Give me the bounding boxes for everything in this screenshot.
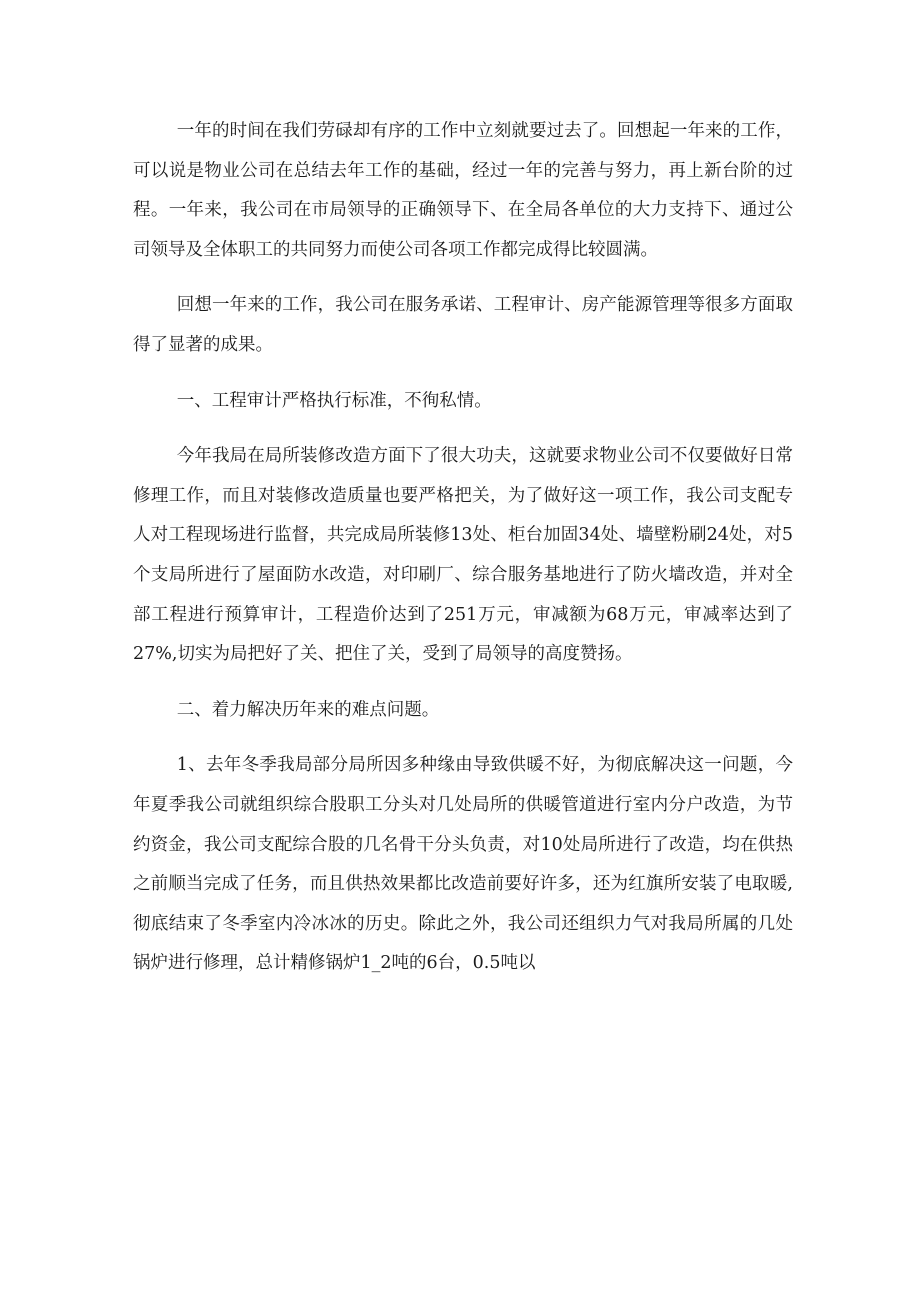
paragraph-heating: 1、去年冬季我局部分局所因多种缘由导致供暖不好，为彻底解决这一问题，今年夏季我公司就组织综合股职工分头对几处局所的供暖管道进行室内分户改造，为节约资金，我公司支配综合股的几名骨干分头负责，对10处局所进行了改造，均在供热之前顺当完成了任务，而且供热效果都比改造前要好许多，还为红旗所安装了电取暖,彻底结束了冬季室内冷冰冰的历史。除此之外，我公司还组织力气对我局所属的几处锅炉进行修理，总计精修锅炉1_2吨的6台，0.5吨以 (133, 755, 793, 974)
section-heading-2: 二、着力解决历年来的难点问题。 (176, 699, 440, 720)
document-body (133, 112, 793, 1000)
section-heading-1: 一、工程审计严格执行标准，不徇私情。 (176, 390, 492, 411)
paragraph-audit: 今年我局在局所装修改造方面下了很大功夫，这就要求物业公司不仅要做好日常修理工作，而且对装修改造质量也要严格把关，为了做好这一项工作，我公司支配专人对工程现场进行监督，共完成局所装修13处、柜台加固34处、墙壁粉刷24处，对5个支局所进行了屋面防水改造，对印刷厂、综合服务基地进行了防火墙改造，并对全部工程进行预算审计，工程造价达到了251万元，审减额为68万元，审减率达到了27%,切实为局把好了关、把住了关，受到了局领导的高度赞扬。 (133, 446, 793, 665)
paragraph-intro: 一年的时间在我们劳碌却有序的工作中立刻就要过去了。回想起一年来的工作，可以说是物业公司在总结去年工作的基础，经过一年的完善与努力，再上新台阶的过程。一年来，我公司在市局领导的正确领导下、在全局各单位的大力支持下、通过公司领导及全体职工的共同努力而使公司各项工作都完成得比较圆满。 (133, 121, 793, 260)
paragraph-achievements: 回想一年来的工作，我公司在服务承诺、工程审计、房产能源管理等很多方面取得了显著的成果。 (133, 295, 793, 355)
